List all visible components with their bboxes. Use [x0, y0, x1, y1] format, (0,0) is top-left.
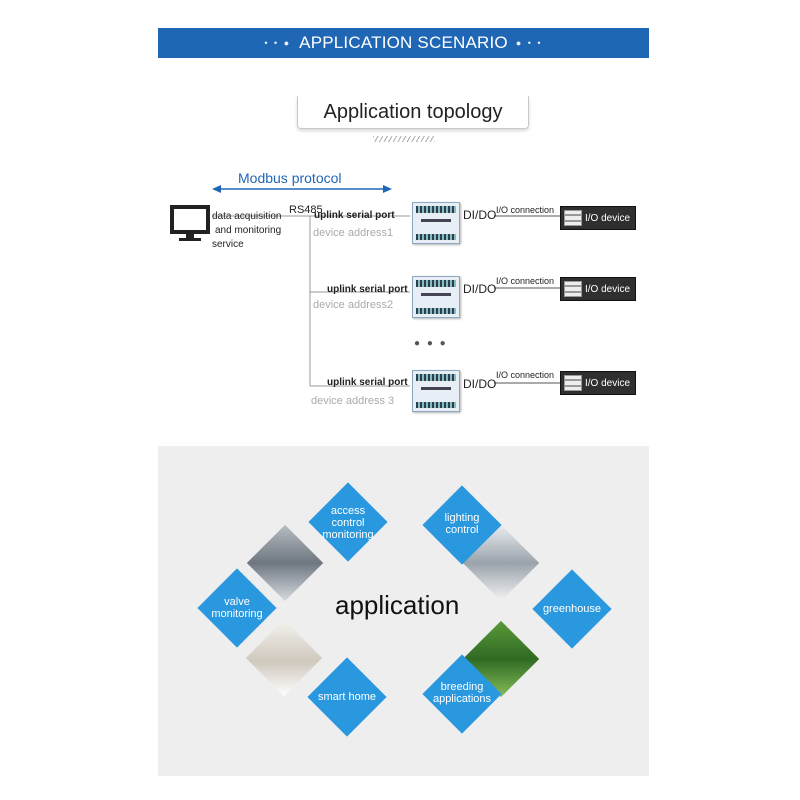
row3-io-device-label: I/O device: [585, 377, 631, 389]
valve-monitoring-label: valve monitoring: [211, 596, 263, 620]
row2-io-device-label: I/O device: [585, 283, 631, 295]
row2-address-label: device address2: [313, 299, 394, 311]
more-devices-ellipsis: ● ● ●: [414, 338, 448, 349]
row1-io-connection-label: I/O connection: [496, 205, 555, 215]
row1-port-label: uplink serial port: [314, 210, 395, 221]
pc-label-line-1: data acquisition: [212, 211, 282, 222]
breeding-applications-label: breeding applications: [432, 681, 492, 705]
banner-dots-right: ● • •: [515, 38, 543, 48]
protocol-arrow-right-head: [383, 185, 392, 193]
row1-address-label: device address1: [313, 227, 394, 239]
protocol-label: Modbus protocol: [238, 170, 342, 186]
row3-io-connection-label: I/O connection: [496, 370, 555, 380]
computer-icon: [172, 207, 208, 241]
controller-device-2: [412, 276, 460, 318]
row3-address-label: device address 3: [311, 395, 395, 407]
pc-label-line-3: service: [212, 239, 244, 250]
io-device-3: [560, 371, 636, 395]
server-rack-icon: [564, 281, 582, 297]
smart-home-label: smart home: [317, 691, 377, 703]
row1-dido-label: DI/DO: [463, 208, 497, 222]
controller-device-3: [412, 370, 460, 412]
banner-dots-left: • • ●: [264, 38, 292, 48]
banner-title: APPLICATION SCENARIO: [299, 33, 508, 52]
lighting-control-label: lighting control: [444, 512, 480, 536]
bus-label: RS485: [289, 204, 323, 216]
row2-port-label: uplink serial port: [327, 284, 408, 295]
server-rack-icon: [564, 210, 582, 226]
io-device-2: [560, 277, 636, 301]
greenhouse-label: greenhouse: [542, 603, 602, 615]
pc-label-line-2: and monitoring: [215, 225, 282, 236]
server-rack-icon: [564, 375, 582, 391]
protocol-arrow-left-head: [212, 185, 221, 193]
access-control-label: access control monitoring: [322, 505, 374, 541]
topology-title: Application topology: [297, 96, 529, 129]
row2-io-connection-label: I/O connection: [496, 276, 555, 286]
application-center-label: application: [335, 590, 460, 620]
row3-dido-label: DI/DO: [463, 377, 497, 391]
io-device-1: [560, 206, 636, 230]
row3-port-label: uplink serial port: [327, 377, 408, 388]
controller-device-1: [412, 202, 460, 244]
row1-io-device-label: I/O device: [585, 212, 631, 224]
row2-dido-label: DI/DO: [463, 282, 497, 296]
